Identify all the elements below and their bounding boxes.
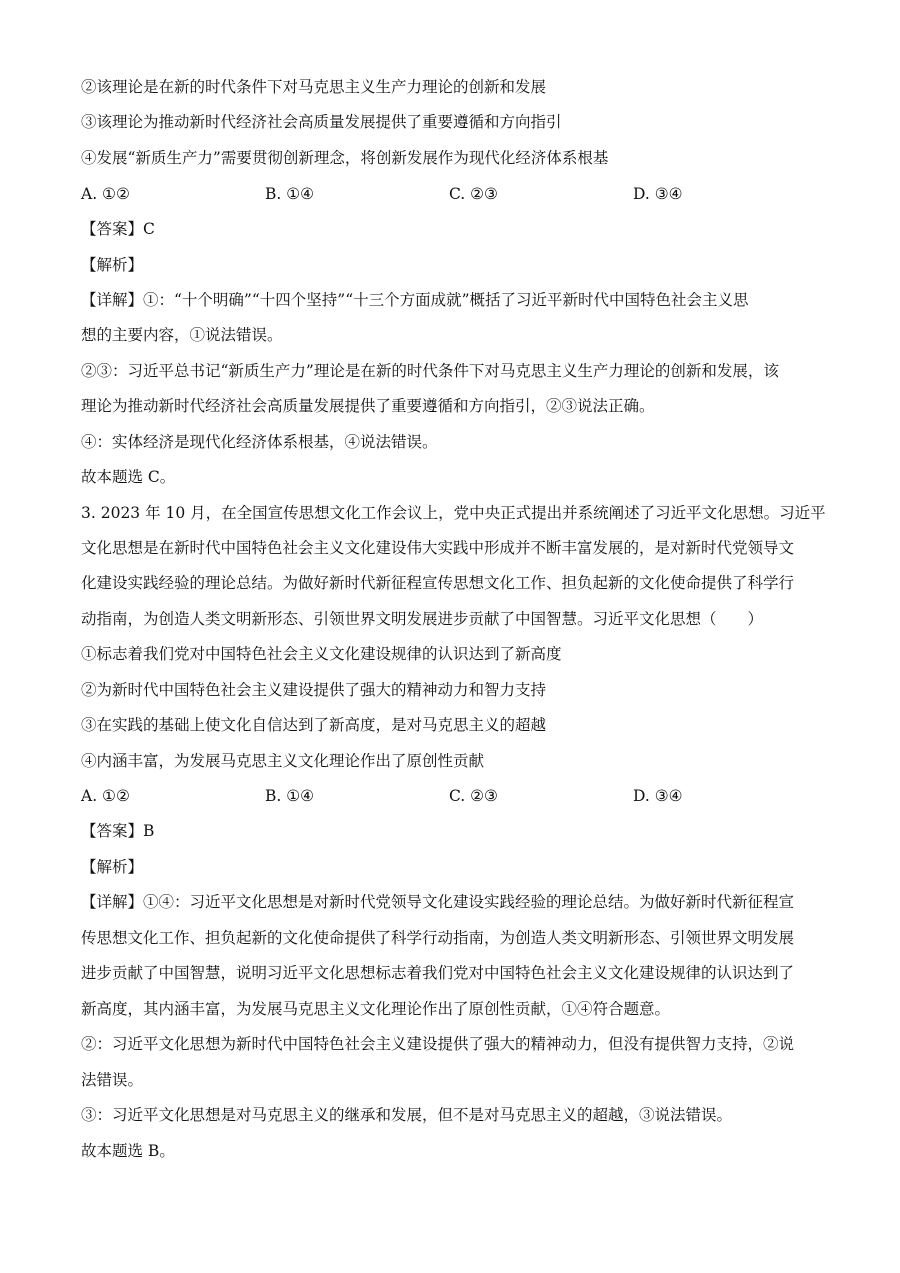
q3-detail-line: 传思想文化工作、担负起新的文化使命提供了科学行动指南，为创造人类文明新形态、引领世界文明发展: [81, 929, 795, 947]
q2-option-a: A. ①②: [81, 185, 130, 203]
q2-detail-line: 想的主要内容，①说法错误。: [81, 326, 283, 344]
q3-answer: 【答案】B: [81, 822, 155, 840]
q3-detail-line: 法错误。: [81, 1071, 144, 1089]
q2-conclusion: 故本题选 C。: [81, 468, 176, 486]
q3-statement-4: ④内涵丰富，为发展马克思主义文化理论作出了原创性贡献: [81, 752, 485, 770]
q3-detail-line: 【详解】①④：习近平文化思想是对新时代党领导文化建设实践经验的理论总结。为做好新时代新征程宣: [81, 893, 795, 911]
q3-stem-line: 化建设实践经验的理论总结。为做好新时代新征程宣传思想文化工作、担负起新的文化使命提供了科学行: [81, 574, 795, 592]
q3-detail-line: ②：习近平文化思想为新时代中国特色社会主义建设提供了强大的精神动力，但没有提供智力支持，②说: [81, 1035, 795, 1053]
q2-option-c: C. ②③: [449, 185, 498, 203]
q3-analysis-label: 【解析】: [81, 858, 144, 876]
q2-answer: 【答案】C: [81, 220, 155, 238]
q2-detail-line: 理论为推动新时代经济社会高质量发展提供了重要遵循和方向指引，②③说法正确。: [81, 397, 655, 415]
q2-detail-line: 【详解】①：“十个明确”“十四个坚持”“十三个方面成就”概括了习近平新时代中国特色社会主义思: [81, 291, 749, 309]
q3-conclusion: 故本题选 B。: [81, 1142, 175, 1160]
q3-option-c: C. ②③: [449, 787, 498, 805]
q2-detail-line: ②③：习近平总书记“新质生产力”理论是在新的时代条件下对马克思主义生产力理论的创新和发展，该: [81, 362, 779, 380]
q3-detail-line: ③：习近平文化思想是对马克思主义的继承和发展，但不是对马克思主义的超越，③说法错误。: [81, 1106, 733, 1124]
q3-stem-line: 文化思想是在新时代中国特色社会主义文化建设伟大实践中形成并不断丰富发展的，是对新时代党领导文: [81, 539, 795, 557]
q3-statement-1: ①标志着我们党对中国特色社会主义文化建设规律的认识达到了新高度: [81, 645, 562, 663]
q3-detail-line: 新高度，其内涵丰富，为发展马克思主义文化理论作出了原创性贡献，①④符合题意。: [81, 1000, 671, 1018]
q3-stem-line: 动指南，为创造人类文明新形态、引领世界文明发展进步贡献了中国智慧。习近平文化思想（ ）: [81, 610, 764, 628]
q3-option-d: D. ③④: [633, 787, 683, 805]
q3-statement-2: ②为新时代中国特色社会主义建设提供了强大的精神动力和智力支持: [81, 681, 547, 699]
q3-detail-line: 进步贡献了中国智慧，说明习近平文化思想标志着我们党对中国特色社会主义文化建设规律的认识达到了: [81, 964, 795, 982]
q2-option-b: B. ①④: [265, 185, 315, 203]
q2-statement-2: ②该理论是在新的时代条件下对马克思主义生产力理论的创新和发展: [81, 78, 547, 96]
q3-stem-line: 3. 2023 年 10 月，在全国宣传思想文化工作会议上，党中央正式提出并系统阐述了习近平文化思想。习近平: [81, 504, 826, 522]
q2-statement-4: ④发展“新质生产力”需要贯彻创新理念，将创新发展作为现代化经济体系根基: [81, 149, 609, 167]
q2-detail-line: ④：实体经济是现代化经济体系根基，④说法错误。: [81, 433, 438, 451]
q3-option-a: A. ①②: [81, 787, 130, 805]
q2-option-d: D. ③④: [633, 185, 683, 203]
q2-analysis-label: 【解析】: [81, 256, 144, 274]
q3-option-b: B. ①④: [265, 787, 315, 805]
q2-statement-3: ③该理论为推动新时代经济社会高质量发展提供了重要遵循和方向指引: [81, 113, 562, 131]
q3-statement-3: ③在实践的基础上使文化自信达到了新高度，是对马克思主义的超越: [81, 716, 547, 734]
